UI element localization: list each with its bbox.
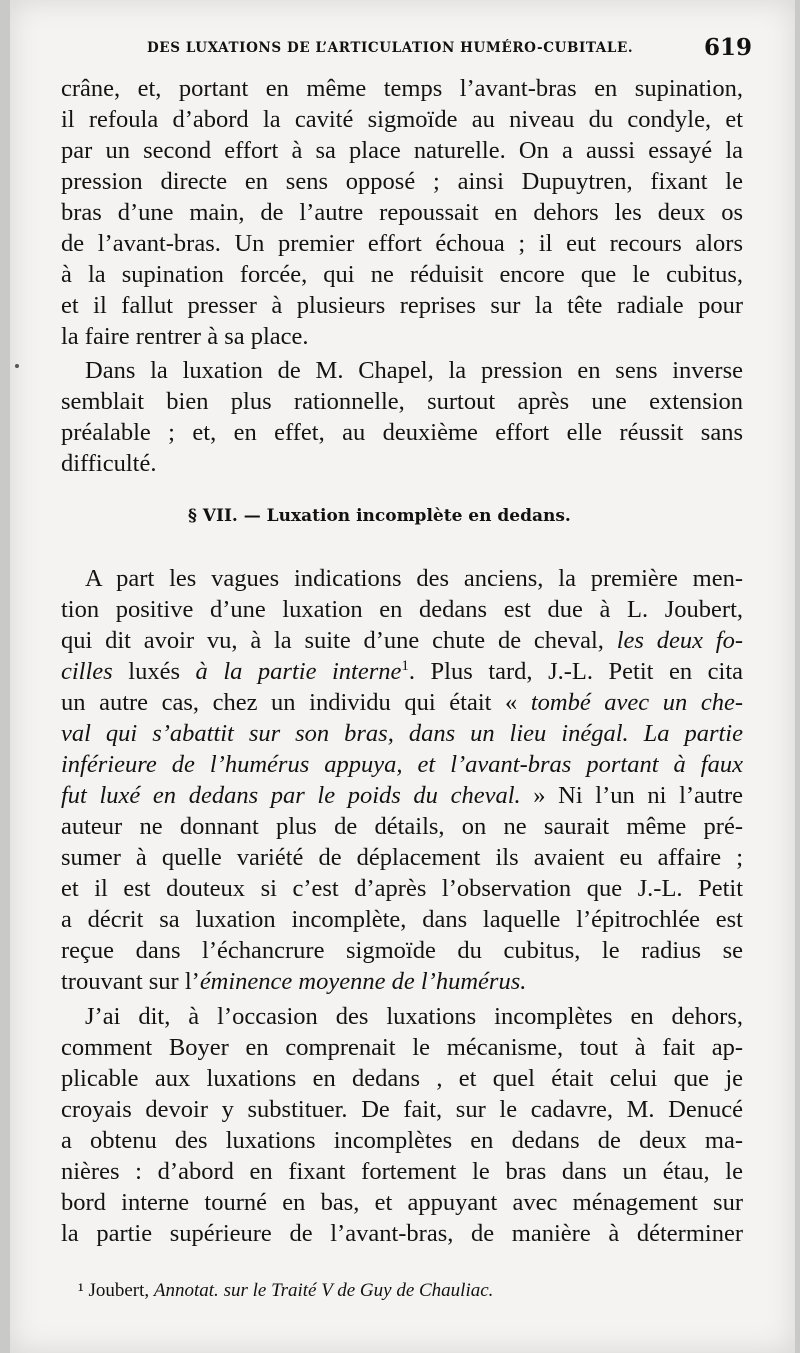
- section-heading: [188, 506, 618, 526]
- text-line: Dans la luxation de M. Chapel, la pression en sens inverse: [85, 357, 743, 384]
- text-line: [61, 625, 743, 656]
- footnote-italic: le Traité V de Guy de Chauliac.: [252, 1280, 494, 1301]
- italic-span: inférieure de l’humérus appuya, et l’avant-bras portant à faux: [61, 751, 743, 778]
- text-line: [61, 687, 743, 718]
- text-line: semblait bien plus rationnelle, surtout après une extension: [61, 388, 743, 415]
- text-line: pression directe en sens opposé ; ainsi Dupuytren, fixant le: [61, 168, 743, 195]
- italic-span: tombé avec un che-: [530, 689, 743, 716]
- footnote-ref[interactable]: 1: [401, 658, 409, 674]
- section-dash: —: [243, 506, 261, 526]
- text-line: sumer à quelle variété de déplacement ils avaient eu affaire ;: [61, 844, 743, 871]
- italic-span: val qui s’abattit sur son bras, dans un lieu inégal. La partie: [61, 720, 743, 747]
- text-line: bras d’une main, de l’autre repoussait en dehors les deux os: [61, 199, 743, 226]
- text-span: . Plus tard, J.-L. Petit en cita: [408, 658, 744, 685]
- italic-span: cilles: [61, 658, 113, 685]
- page-header: [147, 36, 752, 60]
- footnote: [78, 1280, 678, 1302]
- text-line: difficulté.: [61, 450, 157, 477]
- italic-span: les deux fo-: [616, 627, 744, 654]
- text-span: un autre cas, chez un individu qui était «: [61, 689, 518, 716]
- text-line: a obtenu des luxations incomplètes en dedans de deux ma-: [61, 1127, 743, 1154]
- text-line: croyais devoir y substituer. De fait, sur le cadavre, M. Denucé: [61, 1096, 743, 1123]
- text-line: bord interne tourné en bas, et appuyant avec ménagement sur: [61, 1189, 743, 1216]
- text-line: [61, 780, 743, 811]
- text-line: A part les vagues indications des anciens, la première men-: [85, 565, 743, 592]
- section-number: § VII.: [188, 506, 238, 526]
- text-line: comment Boyer en comprenait le mécanisme, tout à fait ap-: [61, 1034, 743, 1061]
- text-line: préalable ; et, en effet, au deuxième effort elle réussit sans: [61, 419, 743, 446]
- text-span: » Ni l’un ni l’autre: [533, 782, 743, 809]
- text-span: qui dit avoir vu, à la suite d’une chute de cheval,: [61, 627, 604, 654]
- margin-speck: [15, 364, 19, 368]
- text-line: a décrit sa luxation incomplète, dans laquelle l’épitrochlée est: [61, 906, 743, 933]
- text-line: crâne, et, portant en même temps l’avant-bras en supination,: [61, 75, 743, 102]
- text-line: de l’avant-bras. Un premier effort échoua ; il eut recours alors: [61, 230, 743, 257]
- footnote-marker: ¹: [78, 1280, 84, 1301]
- text-line: et il est douteux si c’est d’après l’observation que J.-L. Petit: [61, 875, 743, 902]
- text-line: nières : d’abord en fixant fortement le bras dans un étau, le: [61, 1158, 743, 1185]
- text-line: par un second effort à sa place naturelle. On a aussi essayé la: [61, 137, 743, 164]
- text-line: [61, 718, 743, 749]
- text-span: trouvant sur l’: [61, 968, 200, 995]
- text-line: plicable aux luxations en dedans , et quel était celui que je: [61, 1065, 743, 1092]
- footnote-italic: Annotat.: [153, 1280, 219, 1301]
- text-span: luxés: [128, 658, 180, 685]
- text-line: il refoula d’abord la cavité sigmoïde au niveau du condyle, et: [61, 106, 743, 133]
- page-number: 619: [703, 34, 752, 61]
- text-line: la faire rentrer à sa place.: [61, 323, 309, 350]
- text-line: [61, 656, 743, 687]
- text-line: [61, 966, 743, 997]
- footnote-author: Joubert,: [88, 1280, 150, 1301]
- running-head: DES LUXATIONS DE L’ARTICULATION HUMÉRO-CUBITALE.: [147, 40, 634, 56]
- italic-span: à la partie interne: [195, 658, 402, 685]
- footnote-text: sur: [223, 1280, 248, 1301]
- italic-span: fut luxé en dedans par le poids du cheval.: [61, 782, 521, 809]
- text-line: auteur ne donnant plus de détails, on ne saurait même pré-: [61, 813, 743, 840]
- text-line: la partie supérieure de l’avant-bras, de manière à déterminer: [61, 1220, 743, 1247]
- italic-span: éminence moyenne de l’humérus.: [199, 968, 527, 995]
- text-line: tion positive d’une luxation en dedans est due à L. Joubert,: [61, 596, 743, 623]
- text-line: à la supination forcée, qui ne réduisit encore que le cubitus,: [61, 261, 743, 288]
- text-line: et il fallut presser à plusieurs reprises sur la tête radiale pour: [61, 292, 743, 319]
- section-title: Luxation incomplète en dedans.: [266, 506, 571, 526]
- text-line: reçue dans l’échancrure sigmoïde du cubitus, le radius se: [61, 937, 743, 964]
- text-line: [61, 749, 743, 780]
- text-line: J’ai dit, à l’occasion des luxations incomplètes en dehors,: [85, 1003, 743, 1030]
